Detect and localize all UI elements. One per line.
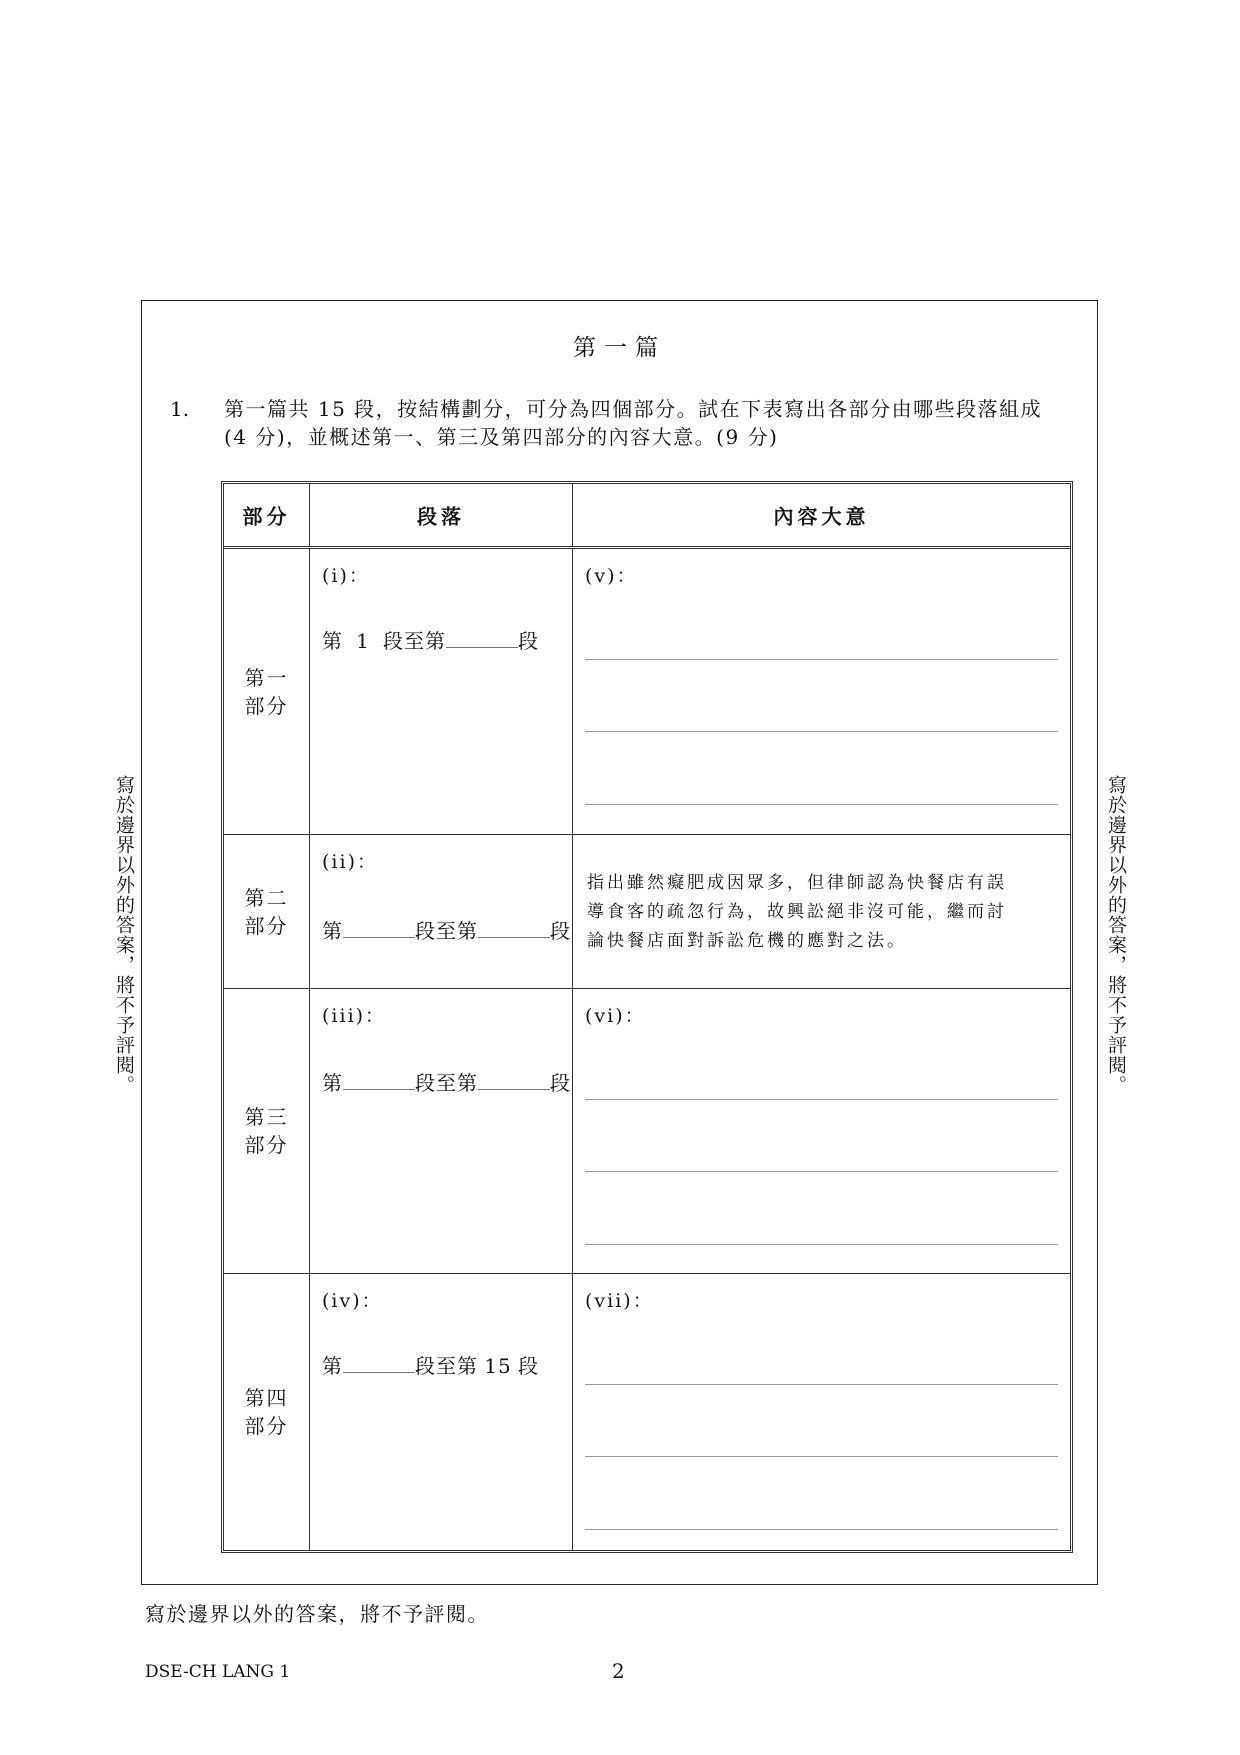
para-start-value: 1 <box>356 629 370 653</box>
margin-warning-left: 寫於邊界以外的答案，將不予評閱。 <box>113 775 135 1095</box>
header-paragraphs: 段落 <box>417 504 465 529</box>
para-start-blank[interactable] <box>343 919 415 938</box>
page-number: 2 <box>612 1659 625 1683</box>
answer-line[interactable] <box>585 1099 1058 1100</box>
answer-line[interactable] <box>585 1456 1058 1457</box>
table-row-part-2 <box>224 835 1070 989</box>
answer-line[interactable] <box>585 1529 1058 1530</box>
answer-line[interactable] <box>585 1171 1058 1172</box>
paper-code: DSE-CH LANG 1 <box>145 1662 291 1682</box>
header-summary: 內容大意 <box>773 504 870 529</box>
question-number: 1. <box>170 397 190 421</box>
margin-warning-right: 寫於邊界以外的答案，將不予評閱。 <box>1105 775 1127 1095</box>
table-row-part-4 <box>224 1274 1070 1550</box>
question-text: 第一篇共 15 段，按結構劃分，可分為四個部分。試在下表寫出各部分由哪些段落組成(4 分)，並概述第一、第三及第四部分的內容大意。(9 分) <box>224 397 1043 449</box>
para-start-blank[interactable] <box>343 1354 415 1373</box>
para-start-blank[interactable] <box>343 1071 415 1090</box>
paragraph-range-1: 第 1 段至第 段 <box>322 629 539 653</box>
para-end-value: 15 <box>484 1354 512 1378</box>
paragraph-range-4: 第 段至第 15 段 <box>322 1354 539 1378</box>
table-header-row <box>224 484 1070 549</box>
paragraph-range-2: 第 段至第 段 <box>322 919 571 943</box>
para-end-blank[interactable] <box>478 919 550 938</box>
bottom-warning: 寫於邊界以外的答案，將不予評閱。 <box>145 1602 489 1626</box>
paragraph-range-3: 第 段至第 段 <box>322 1071 571 1095</box>
answer-label-ii: (ii)： <box>322 851 378 873</box>
table-row-part-3 <box>224 989 1070 1274</box>
answer-label-vi: (vi)： <box>585 1005 646 1027</box>
table-row-part-1 <box>224 549 1070 835</box>
part-label: 第一部分 <box>244 665 289 718</box>
answer-line[interactable] <box>585 731 1058 732</box>
para-end-blank[interactable] <box>446 629 518 648</box>
section-title: 第一篇 <box>573 335 666 361</box>
answer-label-v: (v)： <box>585 565 638 587</box>
answer-line[interactable] <box>585 659 1058 660</box>
answer-line[interactable] <box>585 1244 1058 1245</box>
part-label: 第三部分 <box>244 1105 289 1157</box>
answer-table <box>221 481 1073 1553</box>
answer-label-i: (i)： <box>322 565 370 587</box>
answer-line[interactable] <box>585 804 1058 805</box>
answer-frame <box>141 300 1098 1585</box>
answer-label-iv: (iv)： <box>322 1290 383 1312</box>
answer-label-iii: (iii)： <box>322 1005 387 1027</box>
answer-label-vii: (vii)： <box>585 1290 654 1312</box>
header-part: 部分 <box>242 504 291 529</box>
summary-text-part-2: 指出雖然癡肥成因眾多，但律師認為快餐店有誤導食客的疏忽行為，故興訟絕非沒可能，繼而討論快餐店面對訴訟危機的應對之法。 <box>587 873 1007 951</box>
part-label: 第二部分 <box>244 885 289 938</box>
para-end-blank[interactable] <box>478 1071 550 1090</box>
part-label: 第四部分 <box>244 1386 289 1438</box>
answer-line[interactable] <box>585 1384 1058 1385</box>
